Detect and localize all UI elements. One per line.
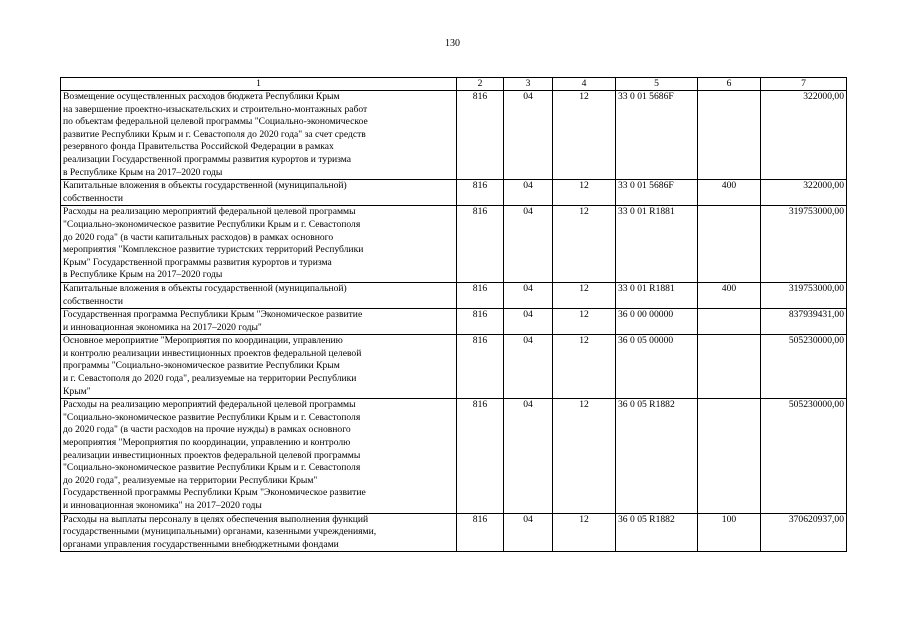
table-row — [61, 91, 847, 180]
header-col-7: 7 — [761, 78, 847, 91]
table-row — [61, 206, 847, 283]
row-subsection: 12 — [553, 206, 616, 283]
row-name — [61, 399, 457, 513]
row-amount: 505230000,00 — [761, 335, 847, 399]
row-name — [61, 180, 457, 206]
row-name — [61, 513, 457, 552]
row-grbs: 816 — [457, 399, 504, 513]
row-grbs: 816 — [457, 91, 504, 180]
row-subsection: 12 — [553, 335, 616, 399]
row-grbs: 816 — [457, 180, 504, 206]
row-expense-type: 400 — [698, 282, 761, 308]
table-row — [61, 282, 847, 308]
row-subsection: 12 — [553, 180, 616, 206]
header-col-4: 4 — [553, 78, 616, 91]
row-expense-type — [698, 206, 761, 283]
row-subsection: 12 — [553, 399, 616, 513]
row-amount: 319753000,00 — [761, 206, 847, 283]
row-section: 04 — [504, 309, 553, 335]
row-amount: 505230000,00 — [761, 399, 847, 513]
row-section: 04 — [504, 513, 553, 552]
table-row — [61, 309, 847, 335]
budget-table — [60, 77, 847, 552]
row-target-code: 36 0 05 R1882 — [616, 399, 698, 513]
row-subsection: 12 — [553, 513, 616, 552]
row-name — [61, 335, 457, 399]
table-row — [61, 513, 847, 552]
row-amount: 322000,00 — [761, 180, 847, 206]
row-target-code: 36 0 05 R1882 — [616, 513, 698, 552]
row-expense-type — [698, 309, 761, 335]
row-subsection: 12 — [553, 309, 616, 335]
row-amount: 319753000,00 — [761, 282, 847, 308]
table-row — [61, 335, 847, 399]
row-expense-type — [698, 91, 761, 180]
row-expense-type — [698, 335, 761, 399]
row-target-code: 33 0 01 R1881 — [616, 206, 698, 283]
row-section: 04 — [504, 399, 553, 513]
row-grbs: 816 — [457, 282, 504, 308]
row-section: 04 — [504, 335, 553, 399]
row-section: 04 — [504, 206, 553, 283]
row-grbs: 816 — [457, 309, 504, 335]
row-name-text: Капитальные вложения в объекты государственной (муниципальной) собственности — [63, 180, 347, 204]
header-col-1: 1 — [61, 78, 457, 91]
header-col-5: 5 — [616, 78, 698, 91]
row-amount: 370620937,00 — [761, 513, 847, 552]
row-name-text: Расходы на реализацию мероприятий федеральной целевой программы "Социально-экономическое развитие Республики Крым и г. Севастополя до 2020 года" (в части капитальных расходов) в рамках основного мероприятия "Комплексное развитие туристских территорий Республики Крым" Государственной программы развития курортов и туризма в Республике Крым на 2017–2020 годы — [63, 206, 364, 281]
row-section: 04 — [504, 282, 553, 308]
row-target-code: 33 0 01 5686F — [616, 91, 698, 180]
row-subsection: 12 — [553, 282, 616, 308]
row-section: 04 — [504, 180, 553, 206]
row-name-text: Капитальные вложения в объекты государственной (муниципальной) собственности — [63, 282, 347, 307]
row-name — [61, 309, 457, 335]
table-row — [61, 399, 847, 513]
row-subsection: 12 — [553, 91, 616, 180]
table-row — [61, 180, 847, 206]
header-col-6: 6 — [698, 78, 761, 91]
row-grbs: 816 — [457, 206, 504, 283]
row-name — [61, 282, 457, 308]
row-expense-type: 100 — [698, 513, 761, 552]
row-name — [61, 206, 457, 283]
row-name-text: Расходы на выплаты персоналу в целях обеспечения выполнения функций государственными (муниципальными) органами, казенными учреждениями, органами управления государственными внебюджетными фондами — [63, 513, 377, 550]
row-grbs: 816 — [457, 335, 504, 399]
row-section: 04 — [504, 91, 553, 180]
row-name-text: Государственная программа Республики Крым "Экономическое развитие и инновационная экономика на 2017–2020 годы" — [63, 309, 363, 333]
row-target-code: 33 0 01 5686F — [616, 180, 698, 206]
row-target-code: 36 0 00 00000 — [616, 309, 698, 335]
row-name — [61, 91, 457, 180]
row-target-code: 36 0 05 00000 — [616, 335, 698, 399]
row-name-text: Расходы на реализацию мероприятий федеральной целевой программы "Социально-экономическое развитие Республики Крым и г. Севастополя до 2020 года" (в части расходов на прочие нужды) в рамках основного мероприятия "Мероприятия по координации, управлению и контролю реализации инвестиционных проектов федеральной целевой программы "Социально-экономическое развитие Республики Крым и г. Севастополя до 2020 года", реализуемые на территории Республики Крым" Государственной программы Республики Крым "Экономическое развитие и инновационная экономика" на 2017–2020 годы — [63, 399, 366, 511]
row-grbs: 816 — [457, 513, 504, 552]
row-expense-type: 400 — [698, 180, 761, 206]
row-name-text: Основное мероприятие "Мероприятия по координации, управлению и контролю реализации инвестиционных проектов федеральной целевой программы "Социально-экономическое развитие Республики Крым и г. Севастополя до 2020 года", реализуемые на территории Республики Крым" — [63, 335, 362, 397]
row-amount: 322000,00 — [761, 91, 847, 180]
table-header-row — [61, 78, 847, 91]
header-col-3: 3 — [504, 78, 553, 91]
row-amount: 837939431,00 — [761, 309, 847, 335]
header-col-2: 2 — [457, 78, 504, 91]
row-name-text: Возмещение осуществленных расходов бюджета Республики Крым на завершение проектно-изыскательских и строительно-монтажных работ по объектам федеральной целевой программы "Социально-экономическое развитие Республики Крым и г. Севастополя до 2020 года" за счет средств резервного фонда Правительства Российской Федерации в рамках реализации Государственной программы развития курортов и туризма в Республике Крым на 2017–2020 годы — [63, 91, 368, 178]
page-number: 130 — [445, 38, 460, 49]
row-expense-type — [698, 399, 761, 513]
row-target-code: 33 0 01 R1881 — [616, 282, 698, 308]
